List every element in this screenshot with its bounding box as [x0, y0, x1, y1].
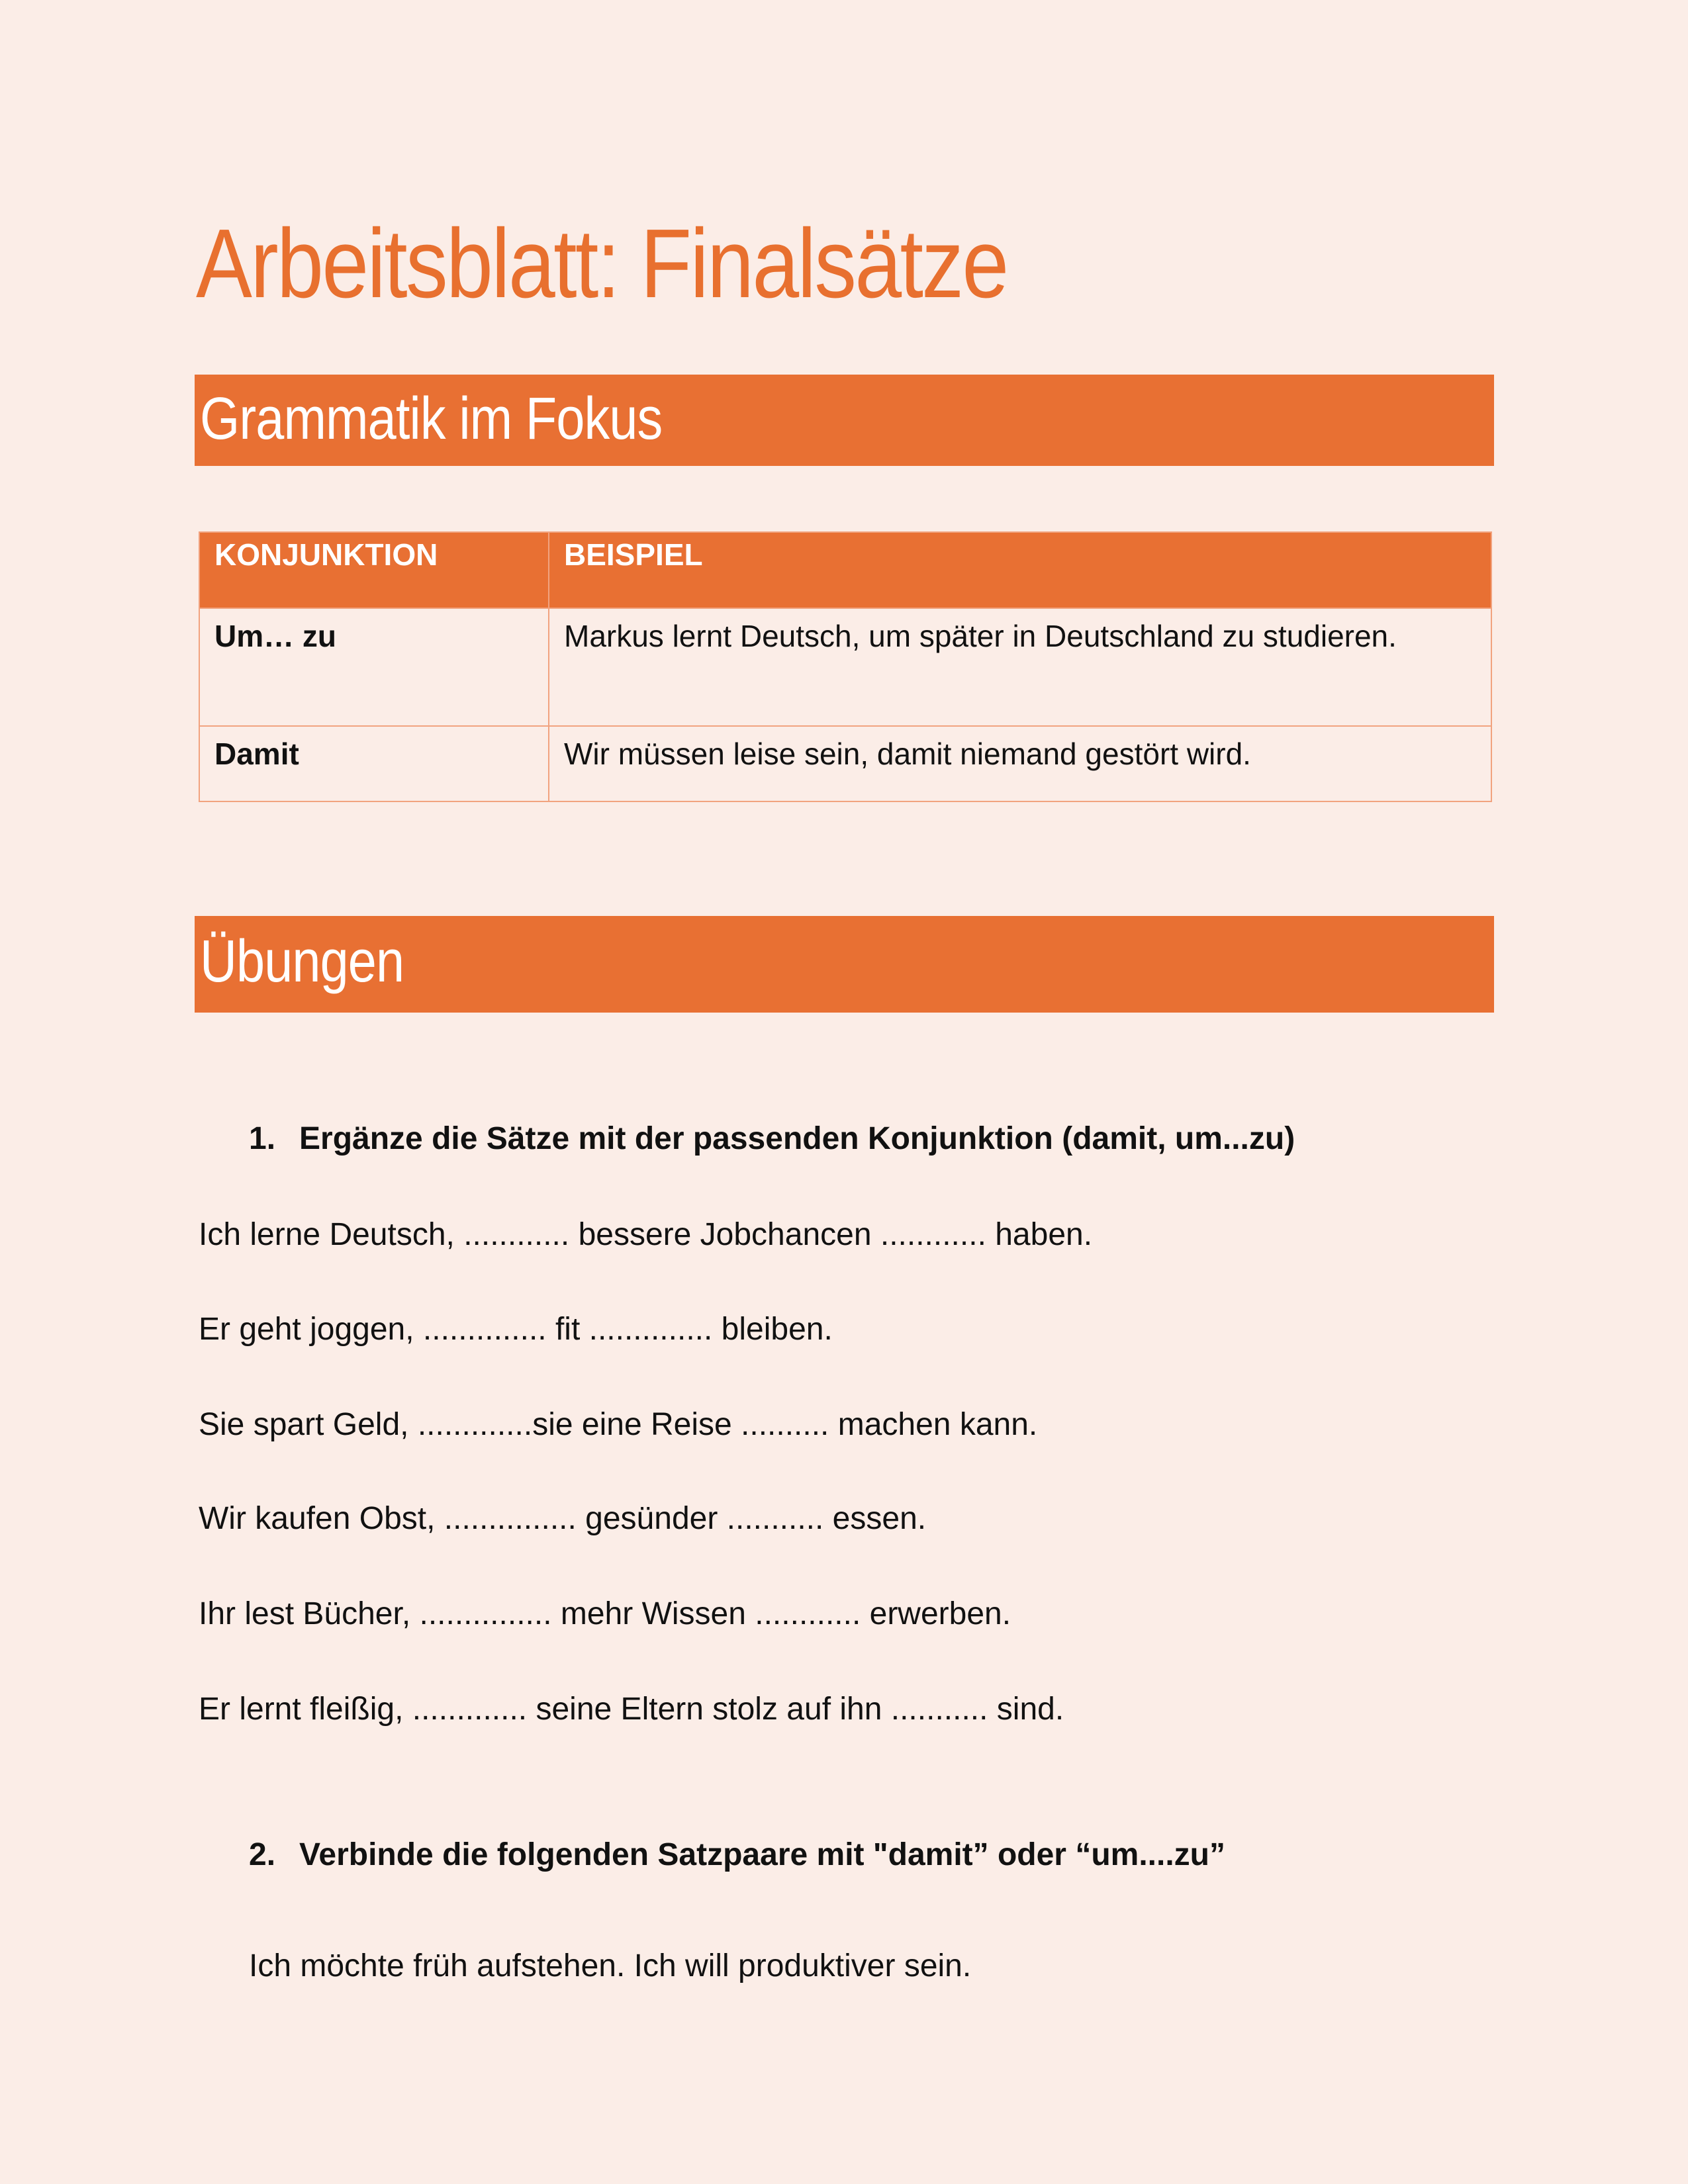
exercise-sentence: Ihr lest Bücher, ............... mehr Wissen ............ erwerben. [199, 1596, 1011, 1631]
exercise-number: 2. [249, 1837, 276, 1872]
page-title: Arbeitsblatt: Finalsätze [196, 209, 1008, 318]
exercise-sentence: Ich lerne Deutsch, ............ bessere Jobchancen ............ haben. [199, 1217, 1093, 1252]
exercise-heading [249, 1837, 1225, 1873]
section-header-uebungen [195, 916, 1494, 1013]
exercise-instruction: Ergänze die Sätze mit der passenden Konjunktion (damit, um...zu) [299, 1121, 1295, 1156]
exercise-sentence: Wir kaufen Obst, ............... gesünder ........... essen. [199, 1501, 927, 1536]
table-cell-konjunktion: Um… zu [199, 608, 549, 726]
table-row [199, 726, 1491, 801]
section-header-grammatik [195, 375, 1494, 466]
exercise-sentence: Er lernt fleißig, ............. seine Eltern stolz auf ihn ........... sind. [199, 1692, 1064, 1727]
table-cell-beispiel: Markus lernt Deutsch, um später in Deutschland zu studieren. [549, 608, 1491, 726]
column-header-konjunktion: KONJUNKTION [199, 532, 549, 608]
grammar-table [199, 531, 1492, 802]
exercise-sentence-pair: Ich möchte früh aufstehen. Ich will produktiver sein. [249, 1948, 972, 1983]
exercise-heading [249, 1120, 1295, 1157]
section-title-uebungen: Übungen [200, 929, 404, 995]
column-header-beispiel: BEISPIEL [549, 532, 1491, 608]
table-row [199, 608, 1491, 726]
exercise-instruction: Verbinde die folgenden Satzpaare mit "damit” oder “um....zu” [299, 1837, 1225, 1872]
exercise-sentence: Er geht joggen, .............. fit .............. bleiben. [199, 1312, 833, 1347]
table-cell-konjunktion: Damit [199, 726, 549, 801]
table-cell-beispiel: Wir müssen leise sein, damit niemand gestört wird. [549, 726, 1491, 801]
section-title-grammatik: Grammatik im Fokus [200, 386, 663, 452]
exercise-sentence: Sie spart Geld, .............sie eine Reise .......... machen kann. [199, 1407, 1038, 1442]
exercise-number: 1. [249, 1121, 276, 1156]
table-header-row [199, 532, 1491, 608]
